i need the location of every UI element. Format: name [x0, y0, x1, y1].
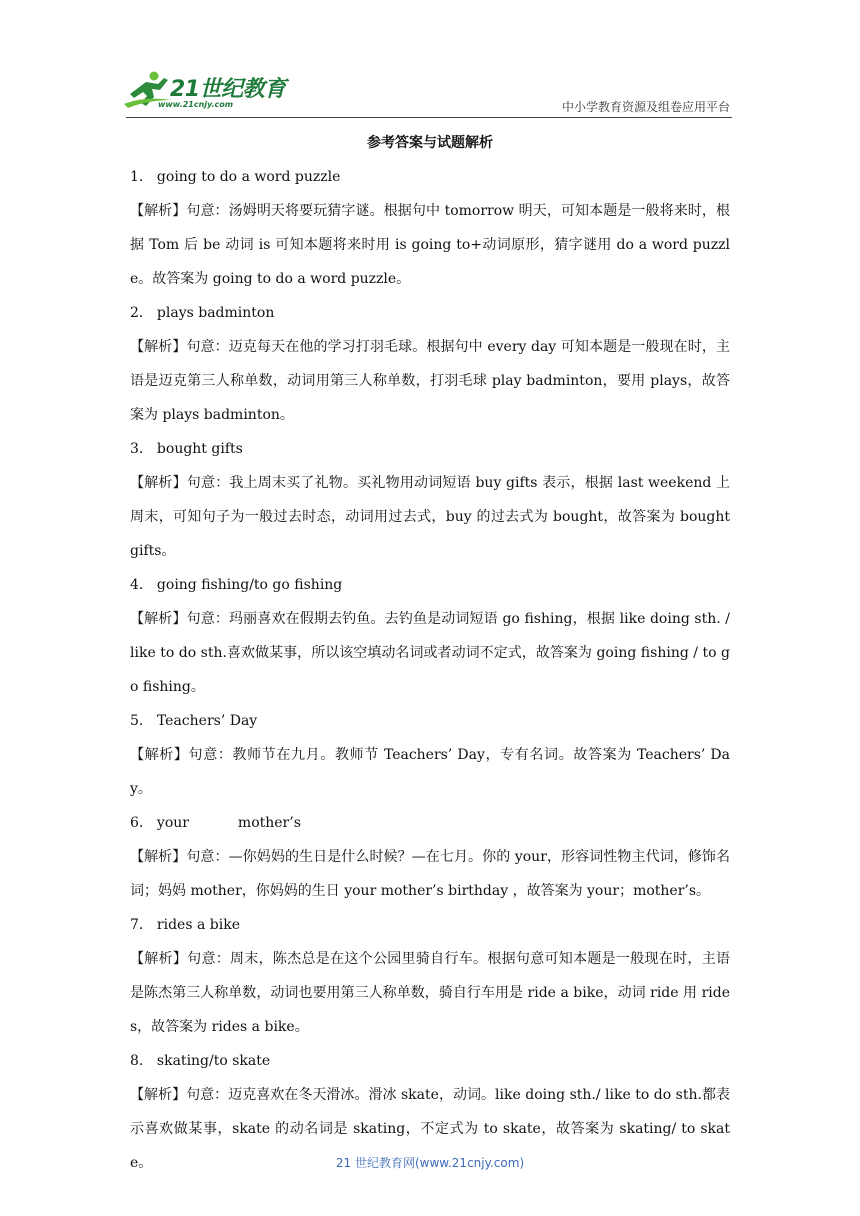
item-answer: your mother’s — [156, 815, 301, 831]
item-analysis: 【解析】句意：玛丽喜欢在假期去钓鱼。去钓鱼是动词短语 go fishing，根据 like doing sth. / like to do sth.喜欢做某事，所以该空填动名词或者动词不定式，故答案为 going fishing / to go fishing。 — [130, 611, 730, 695]
logo-url: www.21cnjy.com — [158, 100, 234, 109]
answer-line — [130, 704, 730, 738]
item-analysis: 【解析】句意：我上周末买了礼物。买礼物用动词短语 buy gifts 表示，根据 last weekend 上周末，可知句子为一般过去时态，动词用过去式，buy 的过去式为 bought，故答案为 bought gifts。 — [130, 475, 730, 559]
item-answer: plays badminton — [156, 305, 275, 321]
answer-item-7 — [130, 908, 730, 1044]
item-analysis: 【解析】句意：教师节在九月。教师节 Teachers’ Day，专有名词。故答案为 Teachers’ Day。 — [130, 747, 730, 797]
answer-line — [130, 806, 730, 840]
answer-line — [130, 1044, 730, 1078]
item-number: 4． — [130, 577, 153, 593]
answer-item-4 — [130, 568, 730, 704]
answer-item-6 — [130, 806, 730, 908]
answer-item-3 — [130, 432, 730, 568]
page-footer: 21 世纪教育网(www.21cnjy.com) — [335, 1156, 525, 1170]
item-answer: Teachers’ Day — [156, 713, 258, 729]
logo-text: 21世纪教育 — [170, 77, 286, 102]
answer-item-1 — [130, 160, 730, 296]
item-answer: going to do a word puzzle — [156, 169, 341, 185]
answer-list — [130, 160, 730, 1180]
item-answer: rides a bike — [156, 917, 240, 933]
item-analysis: 【解析】句意：迈克每天在他的学习打羽毛球。根据句中 every day 可知本题是一般现在时，主语是迈克第三人称单数，动词用第三人称单数，打羽毛球 play badminton，要用 plays，故答案为 plays badminton。 — [130, 339, 730, 423]
item-number: 1． — [130, 169, 153, 185]
header-divider — [126, 117, 732, 118]
item-number: 7． — [130, 917, 153, 933]
item-analysis: 【解析】句意：汤姆明天将要玩猜字谜。根据句中 tomorrow 明天，可知本题是一般将来时，根据 Tom 后 be 动词 is 可知本题将来时用 is going to+动词原形，猜字谜用 do a word puzzle。故答案为 going to do a word puzzle。 — [130, 203, 730, 287]
item-analysis: 【解析】句意：周末，陈杰总是在这个公园里骑自行车。根据句意可知本题是一般现在时，主语是陈杰第三人称单数，动词也要用第三人称单数，骑自行车用是 ride a bike，动词 ride 用 rides，故答案为 rides a bike。 — [130, 951, 730, 1035]
answer-line — [130, 432, 730, 466]
item-number: 6． — [130, 815, 153, 831]
item-analysis: 【解析】句意：迈克喜欢在冬天滑冰。滑冰 skate，动词。like doing sth./ like to do sth.都表示喜欢做某事，skate 的动名词是 skating，不定式为 to skate，故答案为 skating/ to skate。 — [130, 1087, 730, 1171]
page-header — [0, 0, 860, 120]
answer-item-2 — [130, 296, 730, 432]
answer-item-5 — [130, 704, 730, 806]
page-title: 参考答案与试题解析 — [367, 135, 493, 151]
item-number: 2． — [130, 305, 153, 321]
item-answer: skating/to skate — [156, 1053, 271, 1069]
item-answer: going fishing/to go fishing — [156, 577, 343, 593]
logo — [124, 68, 294, 116]
answer-line — [130, 908, 730, 942]
item-answer: bought gifts — [156, 441, 243, 457]
answer-line — [130, 296, 730, 330]
item-number: 8． — [130, 1053, 153, 1069]
answer-line — [130, 568, 730, 602]
item-number: 5． — [130, 713, 153, 729]
item-analysis: 【解析】句意：—你妈妈的生日是什么时候？—在七月。你的 your，形容词性物主代词，修饰名词；妈妈 mother，你妈妈的生日 your mother’s birthday ，故答案为 your；mother’s。 — [130, 849, 730, 899]
item-number: 3． — [130, 441, 153, 457]
answer-line — [130, 160, 730, 194]
platform-tagline: 中小学教育资源及组卷应用平台 — [561, 100, 730, 114]
